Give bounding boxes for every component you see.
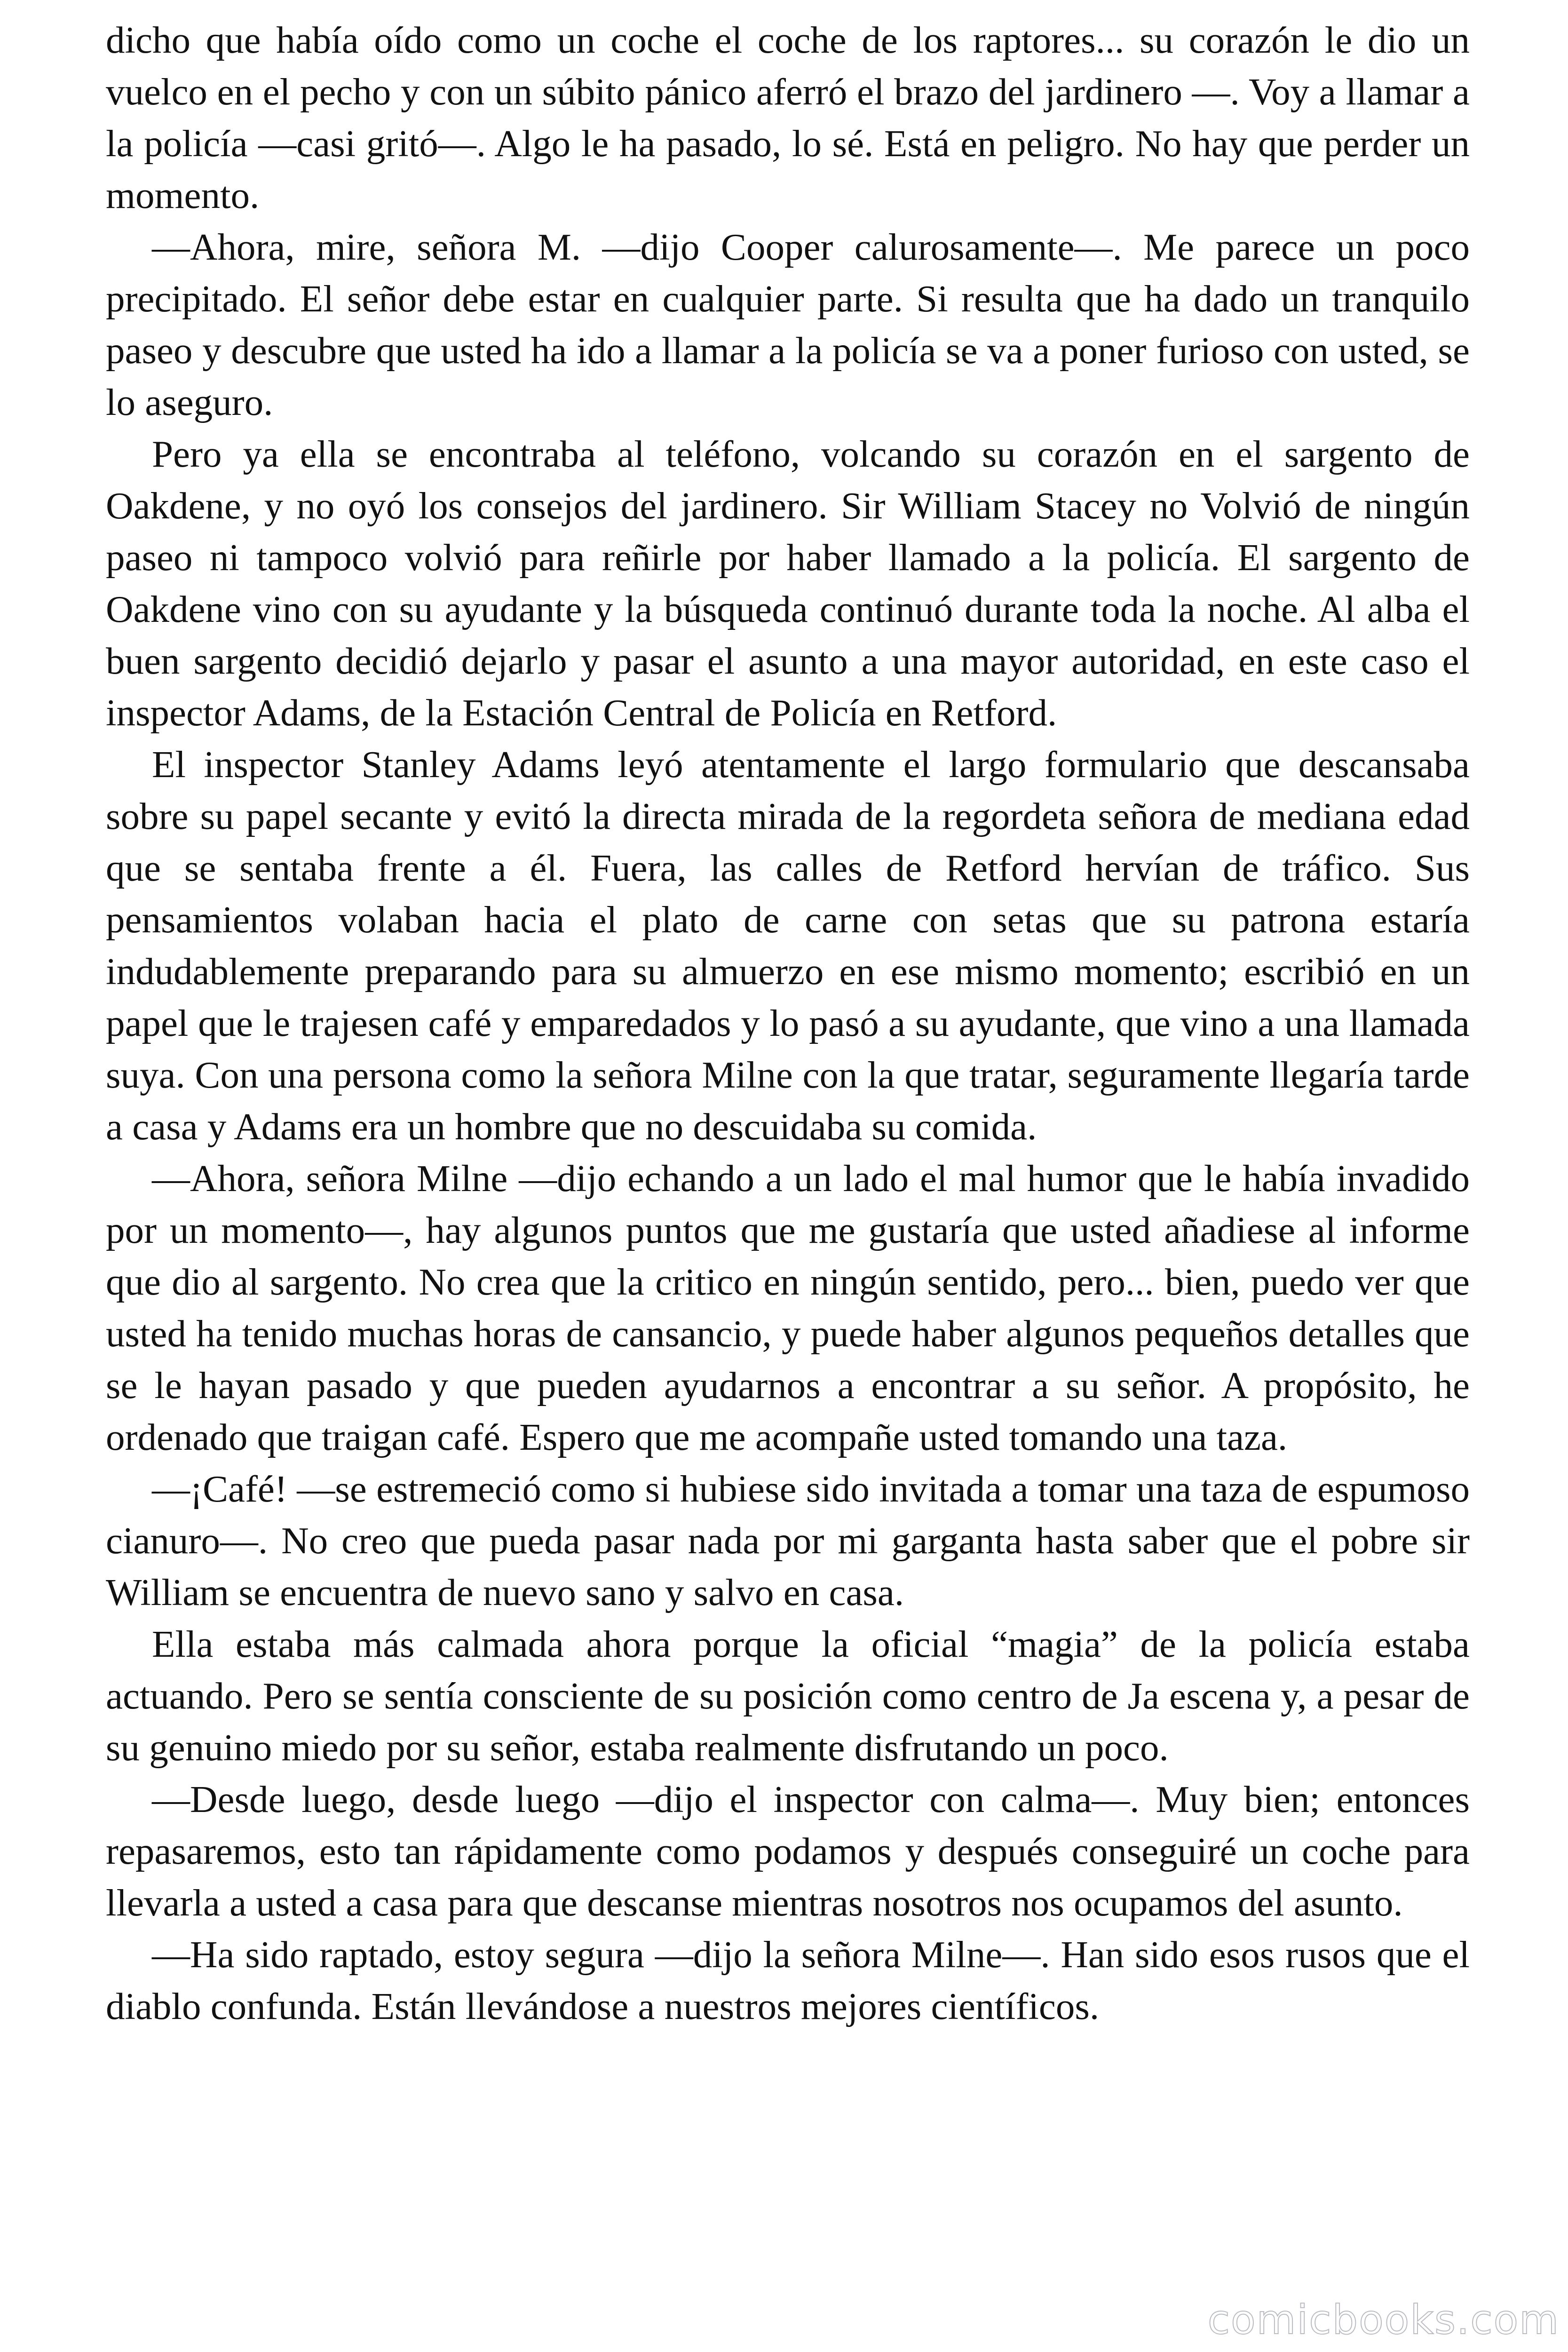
paragraph-6: —¡Café! —se estremeció como si hubiese sido invitada a tomar una taza de espumoso cianuro—. No creo que pueda pasar nada por mi garganta hasta saber que el pobre sir William se encuentra de nuevo sano y salvo en casa.: [106, 1468, 1470, 1613]
paragraph-1: dicho que había oído como un coche el coche de los raptores... su corazón le dio un vuelco en el pecho y con un súbito pánico aferró el brazo del jardinero —. Voy a llamar a la policía —casi gritó—. Algo le ha pasado, lo sé. Está en peligro. No hay que perder un momento.: [106, 19, 1470, 216]
paragraph-3: Pero ya ella se encontraba al teléfono, volcando su corazón en el sargento de Oakdene, y no oyó los consejos del jardinero. Sir William Stacey no Volvió de ningún paseo ni tampoco volvió para reñirle por haber llamado a la policía. El sargento de Oakdene vino con su ayudante y la búsqueda continuó durante toda la noche. Al alba el buen sargento decidió dejarlo y pasar el asunto a una mayor autoridad, en este caso el inspector Adams, de la Estación Central de Policía en Retford.: [106, 433, 1470, 734]
paragraph-8: —Desde luego, desde luego —dijo el inspector con calma—. Muy bien; entonces repasaremos, esto tan rápidamente como podamos y después conseguiré un coche para llevarla a usted a casa para que descanse mientras nosotros nos ocupamos del asunto.: [106, 1778, 1470, 1924]
paragraph-4: El inspector Stanley Adams leyó atentamente el largo formulario que descansaba sobre su papel secante y evitó la directa mirada de la regordeta señora de mediana edad que se sentaba frente a él. Fuera, las calles de Retford hervían de tráfico. Sus pensamientos volaban hacia el plato de carne con setas que su patrona estaría indudablemente preparando para su almuerzo en ese mismo momento; escribió en un papel que le trajesen café y emparedados y lo pasó a su ayudante, que vino a una llamada suya. Con una persona como la señora Milne con la que tratar, seguramente llegaría tarde a casa y Adams era un hombre que no descuidaba su comida.: [106, 743, 1470, 1148]
page-text: [106, 14, 1470, 2032]
paragraph-7: Ella estaba más calmada ahora porque la oficial “magia” de la policía estaba actuando. Pero se sentía consciente de su posición como centro de Ja escena y, a pesar de su genuino miedo por su señor, estaba realmente disfrutando un poco.: [106, 1623, 1470, 1769]
paragraph-2: —Ahora, mire, señora M. —dijo Cooper calurosamente—. Me parece un poco precipitado. El señor debe estar en cualquier parte. Si resulta que ha dado un tranquilo paseo y descubre que usted ha ido a llamar a la policía se va a poner furioso con usted, se lo aseguro.: [106, 226, 1470, 423]
paragraph-9: —Ha sido raptado, estoy segura —dijo la señora Milne—. Han sido esos rusos que el diablo confunda. Están llevándose a nuestros mejores científicos.: [106, 1933, 1470, 2027]
paragraph-5: —Ahora, señora Milne —dijo echando a un lado el mal humor que le había invadido por un momento—, hay algunos puntos que me gustaría que usted añadiese al informe que dio al sargento. No crea que la critico en ningún sentido, pero... bien, puedo ver que usted ha tenido muchas horas de cansancio, y puede haber algunos pequeños detalles que se le hayan pasado y que pueden ayudarnos a encontrar a su señor. A propósito, he ordenado que traigan café. Espero que me acompañe usted tomando una taza.: [106, 1157, 1470, 1458]
watermark: comicbooks.com: [1207, 2296, 1560, 2344]
